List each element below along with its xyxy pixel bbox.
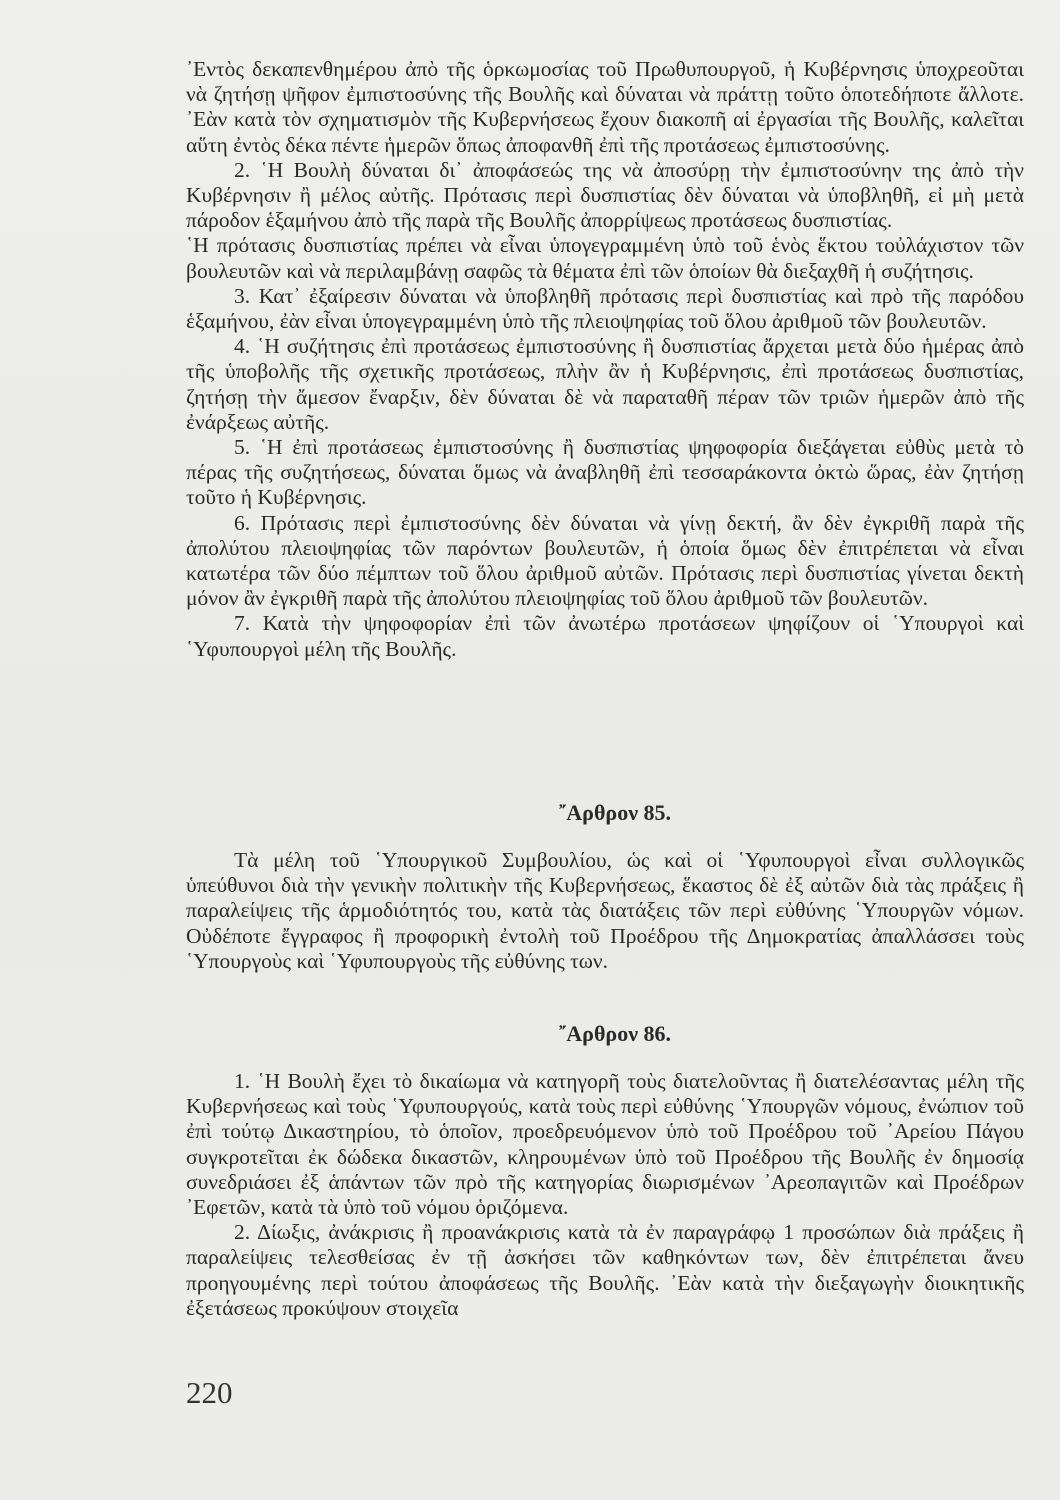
paragraph: ῾Η πρότασις δυσπιστίας πρέπει νὰ εἶναι ὑπογεγραμμένη ὑπὸ τοῦ ἑνὸς ἕκτου τοὐλάχιστον τῶν βουλευτῶν καὶ νὰ περιλαμβάνῃ σαφῶς τὰ θέματα ἐπὶ τῶν ὁποίων θὰ διεξαχθῆ ἡ συζήτησις. — [186, 233, 1024, 283]
article-85-heading: ῎Αρθρον 85. — [558, 800, 672, 825]
article-85-body — [186, 848, 1024, 974]
paragraph: 3. Κατ᾿ ἐξαίρεσιν δύναται νὰ ὑποβληθῆ πρότασις περὶ δυσπιστίας καὶ πρὸ τῆς παρόδου ἑξαμήνου, ἐὰν εἶναι ὑπογεγραμμένη ὑπὸ τῆς πλειοψηφίας τοῦ ὅλου ἀριθμοῦ τῶν βουλευτῶν. — [186, 283, 1024, 334]
page-number: 220 — [186, 1375, 233, 1410]
paragraph: 4. ῾Η συζήτησις ἐπὶ προτάσεως ἐμπιστοσύνης ἢ δυσπιστίας ἄρχεται μετὰ δύο ἡμέρας ἀπὸ τῆς ὑποβολῆς τῆς σχετικῆς προτάσεως, πλὴν ἂν ἡ Κυβέρνησις, ἐπὶ προτάσεως δυσπιστίας, ζητήσῃ τὴν ἄμεσον ἔναρξιν, δὲν δύναται δὲ νὰ παραταθῆ πέραν τῶν τριῶν ἡμερῶν ἀπὸ τῆς ἐνάρξεως αὐτῆς. — [186, 334, 1024, 434]
paragraph: 2. Δίωξις, ἀνάκρισις ἢ προανάκρισις κατὰ τὰ ἐν παραγράφῳ 1 προσώπων διὰ πράξεις ἢ παραλείψεις τελεσθείσας ἐν τῇ ἀσκήσει τῶν καθηκόντων των, δὲν ἐπιτρέπεται ἄνευ προηγουμένης περὶ τούτου ἀποφάσεως τῆς Βουλῆς. ᾿Εὰν κατὰ τὴν διεξαγωγὴν διοικητικῆς ἐξετάσεως προκύψουν στοιχεῖα — [186, 1220, 1024, 1320]
article-84-continuation — [186, 57, 1024, 662]
article-86-body — [186, 1069, 1024, 1321]
paragraph: 1. ῾Η Βουλὴ ἔχει τὸ δικαίωμα νὰ κατηγορῆ τοὺς διατελοῦντας ἢ διατελέσαντας μέλη τῆς Κυβερνήσεως καὶ τοὺς ῾Υφυπουργούς, κατὰ τοὺς περὶ εὐθύνης ῾Υπουργῶν νόμους, ἐνώπιον τοῦ ἐπὶ τούτῳ Δικαστηρίου, τὸ ὁποῖον, προεδρευόμενον ὑπὸ τοῦ Προέδρου τοῦ ᾿Αρείου Πάγου συγκροτεῖται ἐκ δώδεκα δικαστῶν, κληρουμένων ὑπὸ τοῦ Προέδρου τῆς Βουλῆς ἐν δημοσίᾳ συνεδριάσει ἐξ ἁπάντων τῶν πρὸ τῆς κατηγορίας διωρισμένων ᾿Αρεοπαγιτῶν καὶ Προέδρων ᾿Εφετῶν, κατὰ τὰ ὑπὸ τοῦ νόμου ὁριζόμενα. — [186, 1069, 1024, 1220]
paragraph: Τὰ μέλη τοῦ ῾Υπουργικοῦ Συμβουλίου, ὡς καὶ οἱ ῾Υφυπουργοὶ εἶναι συλλογικῶς ὑπεύθυνοι διὰ τὴν γενικὴν πολιτικὴν τῆς Κυβερνήσεως, ἕκαστος δὲ ἐξ αὐτῶν διὰ τὰς πράξεις ἢ παραλείψεις τῆς ἁρμοδιότητός του, κατὰ τὰς διατάξεις τῶν περὶ εὐθύνης ῾Υπουργῶν νόμων. Οὐδέποτε ἔγγραφος ἢ προφορικὴ ἐντολὴ τοῦ Προέδρου τῆς Δημοκρατίας ἀπαλλάσσει τοὺς ῾Υπουργοὺς καὶ ῾Υφυπουργοὺς τῆς εὐθύνης των. — [186, 848, 1024, 973]
paragraph: 2. ῾Η Βουλὴ δύναται δι᾿ ἀποφάσεώς της νὰ ἀποσύρῃ τὴν ἐμπιστοσύνην της ἀπὸ τὴν Κυβέρνησιν ἢ μέλος αὐτῆς. Πρότασις περὶ δυσπιστίας δὲν δύναται νὰ ὑποβληθῆ, εἰ μὴ μετὰ πάροδον ἑξαμήνου ἀπὸ τῆς παρὰ τῆς Βουλῆς ἀπορρίψεως προτάσεως δυσπιστίας. — [186, 157, 1024, 233]
paragraph: 7. Κατὰ τὴν ψηφοφορίαν ἐπὶ τῶν ἀνωτέρω προτάσεων ψηφίζουν οἱ ῾Υπουργοὶ καὶ ῾Υφυπουργοὶ μέλη τῆς Βουλῆς. — [186, 611, 1024, 661]
paragraph: ᾿Εντὸς δεκαπενθημέρου ἀπὸ τῆς ὁρκωμοσίας τοῦ Πρωθυπουργοῦ, ἡ Κυβέρνησις ὑποχρεοῦται νὰ ζητήσῃ ψῆφον ἐμπιστοσύνης τῆς Βουλῆς καὶ δύναται νὰ πράττῃ τοῦτο ὁποτεδήποτε ἄλλοτε. ᾿Εὰν κατὰ τὸν σχηματισμὸν τῆς Κυβερνήσεως ἔχουν διακοπῆ αἱ ἐργασίαι τῆς Βουλῆς, καλεῖται αὕτη ἐντὸς δέκα πέντε ἡμερῶν ὅπως ἀποφανθῆ ἐπὶ τῆς προτάσεως ἐμπιστοσύνης. — [186, 57, 1024, 157]
article-86-heading: ῎Αρθρον 86. — [558, 1021, 672, 1046]
paragraph: 5. ῾Η ἐπὶ προτάσεως ἐμπιστοσύνης ἢ δυσπιστίας ψηφοφορία διεξάγεται εὐθὺς μετὰ τὸ πέρας τῆς συζητήσεως, δύναται ὅμως νὰ ἀναβληθῆ ἐπὶ τεσσαράκοντα ὀκτὼ ὥρας, ἐὰν ζητήσῃ τοῦτο ἡ Κυβέρνησις. — [186, 435, 1024, 510]
paragraph: 6. Πρότασις περὶ ἐμπιστοσύνης δὲν δύναται νὰ γίνῃ δεκτή, ἂν δὲν ἐγκριθῆ παρὰ τῆς ἀπολύτου πλειοψηφίας τῶν παρόντων βουλευτῶν, ἡ ὁποία ὅμως δὲν ἐπιτρέπεται νὰ εἶναι κατωτέρα τῶν δύο πέμπτων τοῦ ὅλου ἀριθμοῦ αὐτῶν. Πρότασις περὶ δυσπιστίας γίνεται δεκτὴ μόνον ἂν ἐγκριθῆ παρὰ τῆς ἀπολύτου πλειοψηφίας τοῦ ὅλου ἀριθμοῦ τῶν βουλευτῶν. — [186, 510, 1024, 611]
